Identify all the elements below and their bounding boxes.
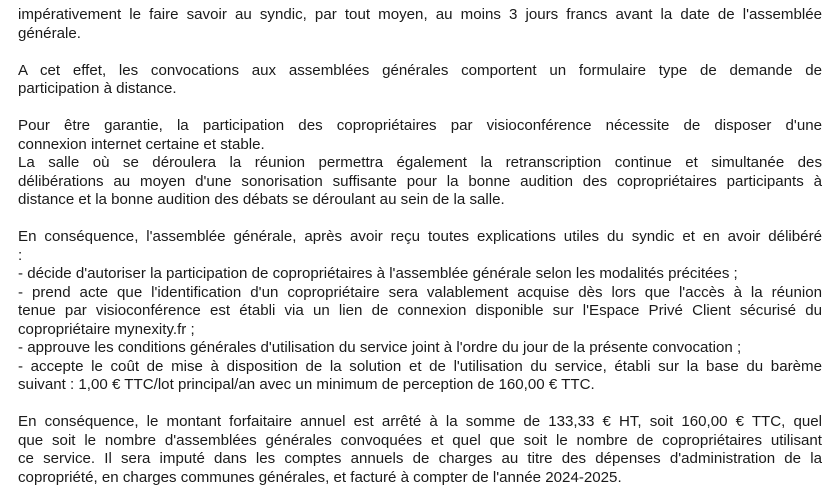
paragraph-internet-requirement <box>18 117 822 154</box>
text-line: ce service. Il sera imputé dans les comptes annuels de charges au titre des dépenses d'administration de la <box>18 450 822 467</box>
list-item-approve-conditions: - approuve les conditions générales d'utilisation du service joint à l'ordre du jour de la présente convocation ; <box>18 339 742 356</box>
text-line: : <box>18 246 23 264</box>
text-line: La salle où se déroulera la réunion permettra également la retranscription continue et simultanée des <box>18 154 822 171</box>
text-line: délibérations au moyen d'une sonorisation suffisante pour la bonne audition des copropriétaires participants à <box>18 172 822 190</box>
text-line: En conséquence, l'assemblée générale, après avoir reçu toutes explications utiles du syndic et en avoir délibéré <box>18 228 822 245</box>
text-line: Pour être garantie, la participation des copropriétaires par visioconférence nécessite de disposer d'une <box>18 117 822 134</box>
paragraph-resolution <box>18 228 822 395</box>
text-line: connexion internet certaine et stable. <box>18 135 265 153</box>
text-line: générale. <box>18 24 81 42</box>
text-line: que soit le nombre d'assemblées générales convoquées et quel que soit le nombre de copropriétaires utilisant <box>18 431 822 449</box>
list-item-identification-cont: tenue par visioconférence est établi via un lien de connexion disponible sur l'Espace Privé Client sécurisé du <box>18 302 822 319</box>
list-item-authorize: - décide d'autoriser la participation de copropriétaires à l'assemblée générale selon les modalités précitées ; <box>18 265 738 282</box>
text-line: participation à distance. <box>18 80 177 97</box>
paragraph-room-sound <box>18 154 822 210</box>
text-line: En conséquence, le montant forfaitaire annuel est arrêté à la somme de 133,33 € HT, soit 160,00 € TTC, quel <box>18 413 822 430</box>
text-line: copropriété, en charges communes générales, et facturé à compter de l'année 2024-2025. <box>18 468 622 486</box>
paragraph-annual-fee <box>18 413 822 487</box>
list-item-identification: - prend acte que l'identification d'un copropriétaire sera valablement acquise dès lors que l'accès à la réunion <box>18 283 822 301</box>
text-line: A cet effet, les convocations aux assemblées générales comportent un formulaire type de demande de <box>18 61 822 79</box>
list-item-accept-cost-end: suivant : 1,00 € TTC/lot principal/an avec un minimum de perception de 160,00 € TTC. <box>18 376 595 393</box>
list-item-accept-cost: - accepte le coût de mise à disposition de la solution et de l'utilisation du service, établi sur la base du barème <box>18 357 822 375</box>
text-line: impérativement le faire savoir au syndic, par tout moyen, au moins 3 jours francs avant la date de l'assemblée <box>18 6 822 23</box>
paragraph-convocation-form <box>18 62 822 99</box>
paragraph-notice-deadline <box>18 6 822 43</box>
list-item-identification-end: copropriétaire mynexity.fr ; <box>18 320 195 338</box>
text-line: distance et la bonne audition des débats se déroulant au sein de la salle. <box>18 191 505 208</box>
